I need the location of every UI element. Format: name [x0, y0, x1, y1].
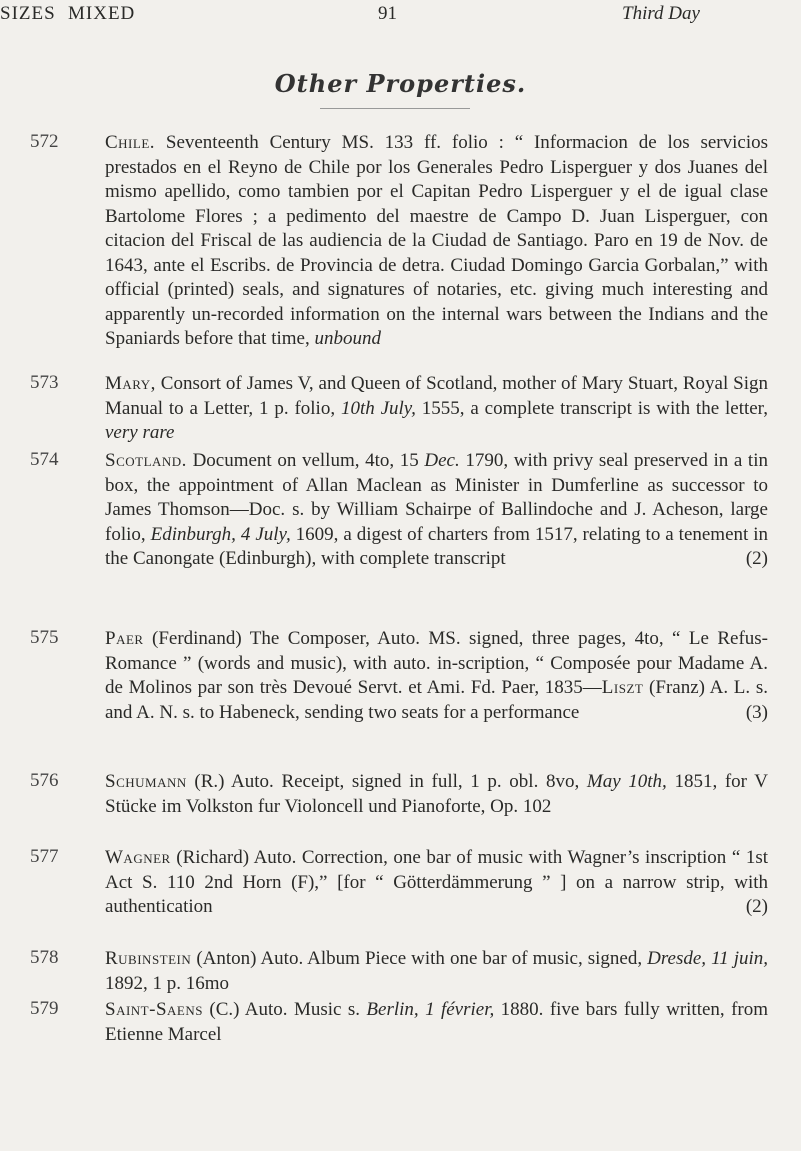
lot-description [105, 947, 768, 996]
lot-number: 573 [30, 372, 59, 393]
lot-count: (3) [745, 701, 768, 723]
lot-name: Scotland. [105, 450, 187, 471]
lot-name: Chile. [105, 132, 156, 153]
lot-body: (R.) Auto. Receipt, signed in full, 1 p. obl. 8vo, [194, 771, 580, 792]
lot-number: 575 [30, 627, 59, 648]
lot-name: Schumann [105, 771, 187, 792]
lot-description [105, 846, 768, 920]
lot-description [105, 449, 768, 572]
lot-description [105, 998, 768, 1047]
lot-italic-place: Berlin, 1 février, [366, 999, 495, 1020]
section-title: Other Properties. [274, 69, 527, 98]
lot-number: 578 [30, 947, 59, 968]
title-rule [320, 108, 470, 109]
lot-description [105, 770, 768, 819]
lot-description [105, 131, 768, 352]
lot-name-2: Liszt [601, 677, 644, 698]
lot-italic-tail: very rare [105, 422, 175, 443]
lot-name: Rubinstein [105, 948, 192, 969]
lot-number: 576 [30, 770, 59, 791]
lot-name: Paer [105, 628, 144, 649]
lot-name: Mary, [105, 373, 156, 394]
lot-description [105, 372, 768, 446]
lot-body-2: 1880. five bars fully written, from Etienne Marcel [105, 999, 769, 1045]
header-day: Third Day [622, 3, 700, 24]
lot-count: (2) [745, 548, 768, 569]
header-sizes: SIZES [0, 3, 56, 24]
lot-body: (Anton) Auto. Album Piece with one bar of music, signed, [196, 948, 643, 969]
lot-body: (Ferdinand) The Composer, Auto. MS. signed, three pages, 4to, “ Le Refus-Romance ” (words and music), with auto. in-scription, “ Composée pour Madame A. de Molinos par son très Devoué Servt. et Ami. Fd. Paer, 1835— [105, 628, 769, 698]
lot-body-2: 1790, with privy seal preserved in a tin box, the appointment of Allan Maclean as Minister in Dumferline as successor to James Thomson—Doc. s. by William Schairpe of Ballindoche and J. Acheson, large folio, [105, 450, 768, 545]
lot-description [105, 627, 768, 725]
lot-count: (2) [745, 896, 768, 917]
lot-body-3: 1609, a digest of charters from 1517, relating to a tenement in the Canongate (Edinburgh), with complete transcript [105, 523, 769, 569]
header-mixed: MIXED [68, 3, 136, 24]
lot-number: 572 [30, 131, 59, 152]
lot-body-2: 1851, for V Stücke im Volkston fur Violoncell und Pianoforte, Op. 102 [105, 771, 769, 817]
lot-body-2: 1555, a complete transcript is with the letter, [421, 397, 769, 419]
page-header [0, 3, 801, 33]
lot-italic-date: 10th July, [340, 397, 416, 419]
page-number: 91 [378, 3, 397, 24]
lot-body-2: 1892, 1 p. 16mo [105, 972, 230, 994]
lot-body: (C.) Auto. Music s. [209, 999, 361, 1020]
lot-body: Document on vellum, 4to, 15 [192, 450, 419, 471]
lot-name: Saint-Saens [105, 999, 203, 1020]
lot-body: Seventeenth Century MS. 133 ff. folio : “ Informacion de los servicios prestados en el Reyno de Chile por los Generales Pedro Lisperguer y dos Juanes del mismo apellido, como tambien por el Capitan Pedro Lisperguer y el de igual clase Bartolome Flores ; a pedimento del maestre de Campo D. Juan Lisperguer, con citacion del Friscal de las audiencia de la Ciudad de Santiago. Paro en 19 de Nov. de 1643, ante el Escribs. de Provincia de detra. Ciudad Domingo Garcia Gorbalan,” with official (printed) seals, and signatures of notaries, etc. giving much interesting and apparently un-recorded information on the internal wars between the Indians and the Spaniards before that time, [105, 132, 769, 349]
lot-name: Wagner [105, 847, 171, 868]
lot-number: 579 [30, 998, 59, 1019]
lot-number: 574 [30, 449, 59, 470]
lot-number: 577 [30, 846, 59, 867]
lot-italic-place: Dresde, 11 juin, [647, 948, 768, 969]
lot-italic-date: May 10th, [586, 771, 667, 792]
lot-body: (Richard) Auto. Correction, one bar of music with Wagner’s inscription “ 1st Act S. 110 2nd Horn (F),” [for “ Götterdämmerung ” ] on a narrow strip, with authentication [105, 847, 769, 917]
lot-italic-date: Dec. [424, 450, 460, 471]
lot-body-2: (Franz) A. L. s. and A. N. s. to Habeneck, sending two seats for a performance [105, 677, 768, 723]
lot-body: Consort of James V, and Queen of Scotland, mother of Mary Stuart, Royal Sign Manual to a Letter, 1 p. folio, [105, 373, 769, 419]
lot-italic-place: Edinburgh, 4 July, [150, 523, 291, 545]
lot-italic-tail: unbound [314, 328, 381, 349]
